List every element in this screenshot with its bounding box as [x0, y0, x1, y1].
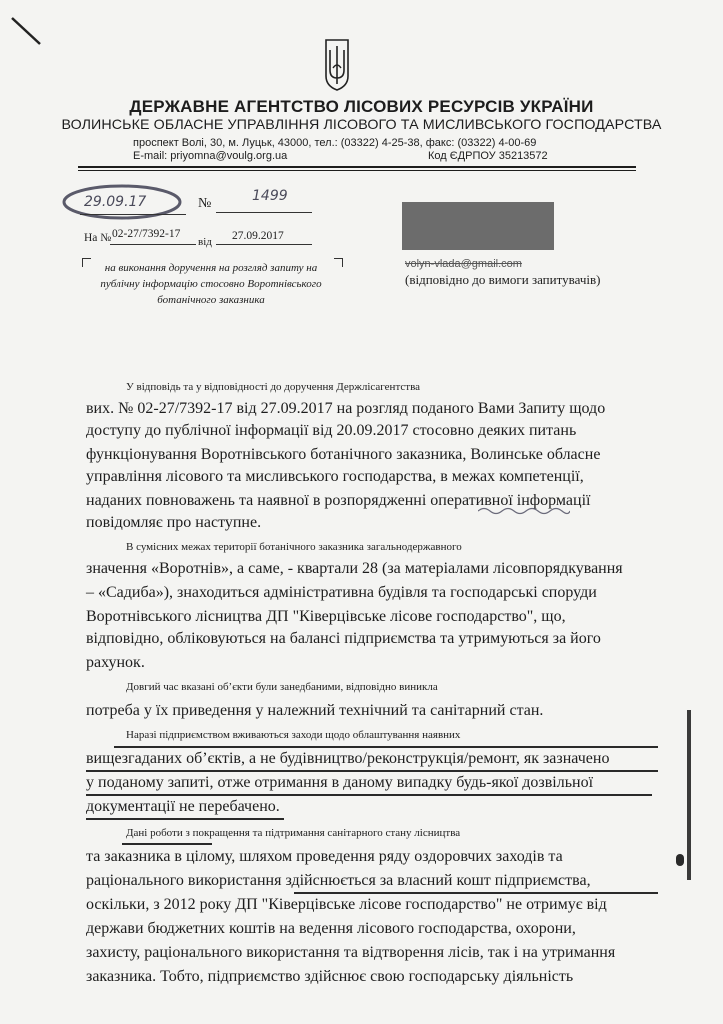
body-line: вих. № 02-27/7392-17 від 27.09.2017 на розгляд поданого Вами Запиту щодо [86, 400, 606, 417]
reference-number: 02-27/7392-17 [112, 228, 181, 240]
number-line [216, 212, 312, 213]
body-line: повідомляє про наступне. [86, 514, 262, 531]
body-line: оскільки, з 2012 року ДП "Ківерцівське лісове господарство" не отримує від [86, 896, 607, 913]
header-rule-thick [78, 166, 636, 168]
body-line: у поданому запиті, отже отримання в даному випадку будь-якої дозвільної [86, 774, 594, 791]
margin-mark [687, 710, 691, 880]
body-line: – «Садиба»), знаходиться адміністративна будівля та господарські споруди [86, 584, 597, 601]
body-line: доступу до публічної інформації від 20.09.2017 стосовно деяких питань [86, 422, 577, 439]
body-line: раціонального використання здійснюється за власний кошт підприємства, [86, 872, 591, 889]
date-line [80, 214, 186, 215]
body-line: заказника. Тобто, підприємство здійснює свою господарську діяльність [86, 968, 574, 985]
body-line: потреба у їх приведення у належний технічний та санітарний стан. [86, 702, 544, 719]
body-line: Довгий час вказані об’єкти були занедбаними, відповідно виникла [126, 681, 438, 693]
body-line: вищезгаданих об’єктів, а не будівництво/реконструкція/ремонт, як зазначено [86, 750, 610, 767]
body-line: управління лісового та мисливського господарства, в межах компетенції, [86, 468, 584, 485]
reference-line [110, 244, 196, 245]
body-line: документації не перебачено. [86, 798, 280, 815]
recipient-note: (відповідно до вимоги запитувачів) [405, 272, 601, 287]
wavy-underline-mark [478, 506, 570, 516]
body-line: функціонування Воротнівського ботанічного заказника, Волинське обласне [86, 446, 601, 463]
pen-stroke-mark [8, 14, 48, 54]
letter-subject: на виконання доручення на розгляд запиту на публічну інформацію стосовно Воротнівського ботанічного заказника [100, 262, 322, 306]
ink-blot-mark [676, 854, 684, 866]
body-line: рахунок. [86, 654, 145, 671]
reference-date-line [216, 244, 312, 245]
header-rule-thin [78, 170, 636, 171]
email-line: E-mail: priyomna@voulg.org.ua [133, 150, 288, 162]
body-line: наданих повноважень та наявної в розпорядженні оперативної інформації [86, 492, 591, 509]
body-line: відповідно, обліковуються на балансі підприємства та утримуються за його [86, 630, 601, 647]
outgoing-date: 29.09.17 [84, 194, 147, 210]
underline-mark [86, 818, 284, 820]
edrpou-code: Код ЄДРПОУ 35213572 [428, 150, 548, 162]
reference-date: 27.09.2017 [232, 230, 284, 242]
body-line: та заказника в цілому, шляхом проведення ряду оздоровчих заходів та [86, 848, 563, 865]
underline-mark [122, 843, 212, 845]
body-line: В сумісних межах території ботанічного заказника загальнодержавного [126, 541, 462, 553]
redacted-recipient [402, 202, 554, 250]
trident-emblem-icon [324, 38, 350, 92]
recipient-email: volyn-vlada@gmail.com [405, 258, 522, 270]
department-title: ВОЛИНСЬКЕ ОБЛАСНЕ УПРАВЛІННЯ ЛІСОВОГО ТА МИСЛИВСЬКОГО ГОСПОДАРСТВА [61, 117, 662, 133]
number-sign: № [198, 196, 212, 211]
agency-title: ДЕРЖАВНЕ АГЕНТСТВО ЛІСОВИХ РЕСУРСІВ УКРАЇНИ [129, 97, 594, 116]
body-line: значення «Воротнів», а саме, - квартали 28 (за матеріалами лісовпорядкування [86, 560, 623, 577]
body-line: Воротнівського лісництва ДП "Ківерцівське лісове господарство", що, [86, 608, 566, 625]
reference-label: На № [84, 232, 112, 244]
body-line: Наразі підприємством вживаються заходи щодо облаштування наявних [126, 729, 461, 741]
body-line: держави бюджетних коштів на ведення лісового господарства, охорони, [86, 920, 576, 937]
address-line: проспект Волі, 30, м. Луцьк, 43000, тел.: (03322) 4-25-38, факс: (03322) 4-00-69 [133, 137, 537, 149]
body-line: У відповідь та у відповідності до доручення Держлісагентства [126, 381, 421, 393]
body-line: Дані роботи з покращення та підтримання санітарного стану лісництва [126, 827, 461, 839]
outgoing-number: 1499 [252, 188, 288, 204]
reference-date-label: від [198, 236, 212, 248]
body-line: захисту, раціонального використання та відтворення лісів, так і на утримання [86, 944, 616, 961]
